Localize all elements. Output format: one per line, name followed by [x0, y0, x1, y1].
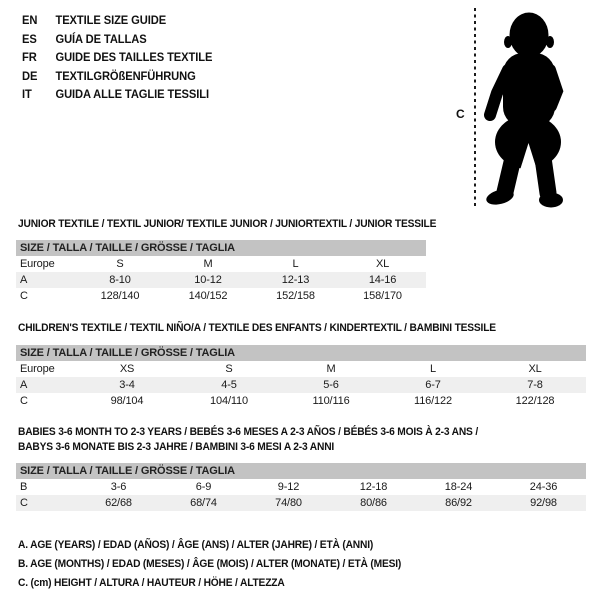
table-cell: 18-24: [444, 481, 473, 493]
table-cell: 4-5: [178, 377, 280, 393]
table-cell: XS: [119, 363, 135, 375]
table-cell: 9-12: [277, 481, 300, 493]
table-cell: 86/92: [416, 495, 501, 511]
language-code: IT: [22, 87, 32, 102]
row-label-cell: B: [20, 481, 28, 493]
table-cell: 80/86: [331, 495, 416, 511]
table-cell: M: [203, 258, 213, 270]
table-cell: S: [225, 363, 233, 375]
table-cell: 10-12: [164, 272, 252, 288]
row-label-cell: C: [20, 290, 28, 302]
table-cell: 110/116: [312, 395, 350, 407]
size-header-cell: SIZE / TALLA / TAILLE / GRÖSSE / TAGLIA: [16, 240, 426, 256]
language-code: FR: [22, 50, 37, 65]
table-header-row: [16, 463, 586, 479]
table-cell: 5-6: [280, 377, 382, 393]
table-row: [16, 256, 426, 272]
junior-size-table: [16, 240, 426, 304]
table-cell: 98/104: [110, 395, 144, 407]
row-label-cell: C: [20, 395, 28, 407]
language-row: [22, 11, 212, 30]
table-row: [16, 495, 586, 511]
language-title-list: [22, 11, 212, 104]
table-cell: 62/68: [76, 495, 161, 511]
language-code: ES: [22, 31, 37, 46]
section-title-babies-line2: BABYS 3-6 MONATE BIS 2-3 JAHRE / BAMBINI 3-6 MESI A 2-3 ANNI: [18, 441, 335, 453]
table-cell: L: [292, 258, 299, 270]
language-title: TEXTILE SIZE GUIDE: [55, 13, 167, 27]
table-cell: 8-10: [76, 272, 164, 288]
table-cell: 152/158: [276, 290, 315, 302]
table-cell: M: [326, 363, 336, 375]
row-label-cell: C: [16, 495, 76, 511]
table-cell: 12-13: [252, 272, 339, 288]
table-header-row: [16, 345, 586, 361]
table-cell: 6-7: [382, 377, 484, 393]
height-measure-label: C: [456, 107, 465, 121]
table-cell: 74/80: [246, 495, 331, 511]
table-cell: 24-36: [529, 481, 558, 493]
language-row: [22, 30, 212, 49]
language-title: TEXTILGRÖßENFÜHRUNG: [55, 68, 196, 83]
baby-silhouette-icon: [440, 0, 600, 220]
table-cell: 6-9: [195, 481, 212, 493]
language-title: GUÍA DE TALLAS: [55, 31, 147, 46]
section-title-junior: JUNIOR TEXTILE / TEXTIL JUNIOR/ TEXTILE JUNIOR / JUNIORTEXTIL / JUNIOR TESSILE: [18, 218, 437, 230]
footnote-c: C. (cm) HEIGHT / ALTURA / HAUTEUR / HÖHE / ALTEZZA: [18, 577, 285, 589]
table-cell: S: [116, 258, 124, 270]
table-cell: 12-18: [359, 481, 388, 493]
table-cell: 92/98: [501, 495, 586, 511]
table-cell: 158/170: [363, 290, 402, 302]
section-title-babies-line1: BABIES 3-6 MONTH TO 2-3 YEARS / BEBÉS 3-6 MESES A 2-3 AÑOS / BÉBÉS 3-6 MOIS À 2-3 ANS /: [18, 426, 479, 438]
language-code: DE: [22, 68, 38, 83]
babies-size-table: [16, 463, 586, 511]
table-cell: 7-8: [484, 377, 586, 393]
table-cell: XL: [375, 258, 390, 270]
table-row: [16, 479, 586, 495]
table-cell: 3-6: [110, 481, 127, 493]
language-title: GUIDA ALLE TAGLIE TESSILI: [55, 87, 209, 102]
table-cell: 3-4: [76, 377, 178, 393]
table-cell: 104/110: [210, 395, 248, 407]
table-row: [16, 288, 426, 304]
table-header-row: [16, 240, 426, 256]
table-cell: 128/140: [100, 290, 140, 302]
table-row: [16, 361, 586, 377]
row-label-cell: Europe: [20, 258, 55, 270]
language-title: GUIDE DES TAILLES TEXTILE: [55, 50, 213, 65]
size-header-cell: SIZE / TALLA / TAILLE / GRÖSSE / TAGLIA: [16, 463, 586, 479]
language-row: [22, 48, 212, 67]
children-size-table: [16, 345, 586, 409]
table-row: [16, 393, 586, 409]
footnote-a: A. AGE (YEARS) / EDAD (AÑOS) / ÂGE (ANS) / ALTER (JAHRE) / ETÀ (ANNI): [18, 539, 374, 551]
table-cell: 140/152: [188, 290, 228, 302]
table-cell: 68/74: [161, 495, 246, 511]
footnote-b: B. AGE (MONTHS) / EDAD (MESES) / ÂGE (MOIS) / ALTER (MONATE) / ETÀ (MESI): [18, 558, 402, 570]
table-cell: 122/128: [515, 395, 555, 407]
row-label-cell: A: [16, 377, 76, 393]
table-cell: 116/122: [414, 395, 452, 407]
row-label-cell: A: [16, 272, 76, 288]
language-row: [22, 67, 212, 86]
table-row: [16, 377, 586, 393]
table-cell: XL: [528, 363, 542, 375]
size-header-cell: SIZE / TALLA / TAILLE / GRÖSSE / TAGLIA: [16, 345, 586, 361]
footnotes: [18, 536, 430, 593]
table-row: [16, 272, 426, 288]
row-label-cell: Europe: [20, 363, 55, 375]
table-cell: L: [430, 363, 436, 375]
language-row: [22, 85, 212, 104]
language-code: EN: [22, 13, 38, 27]
table-cell: 14-16: [339, 272, 426, 288]
section-title-children: CHILDREN'S TEXTILE / TEXTIL NIÑO/A / TEXTILE DES ENFANTS / KINDERTEXTIL / BAMBINI TESSILE: [18, 322, 496, 334]
